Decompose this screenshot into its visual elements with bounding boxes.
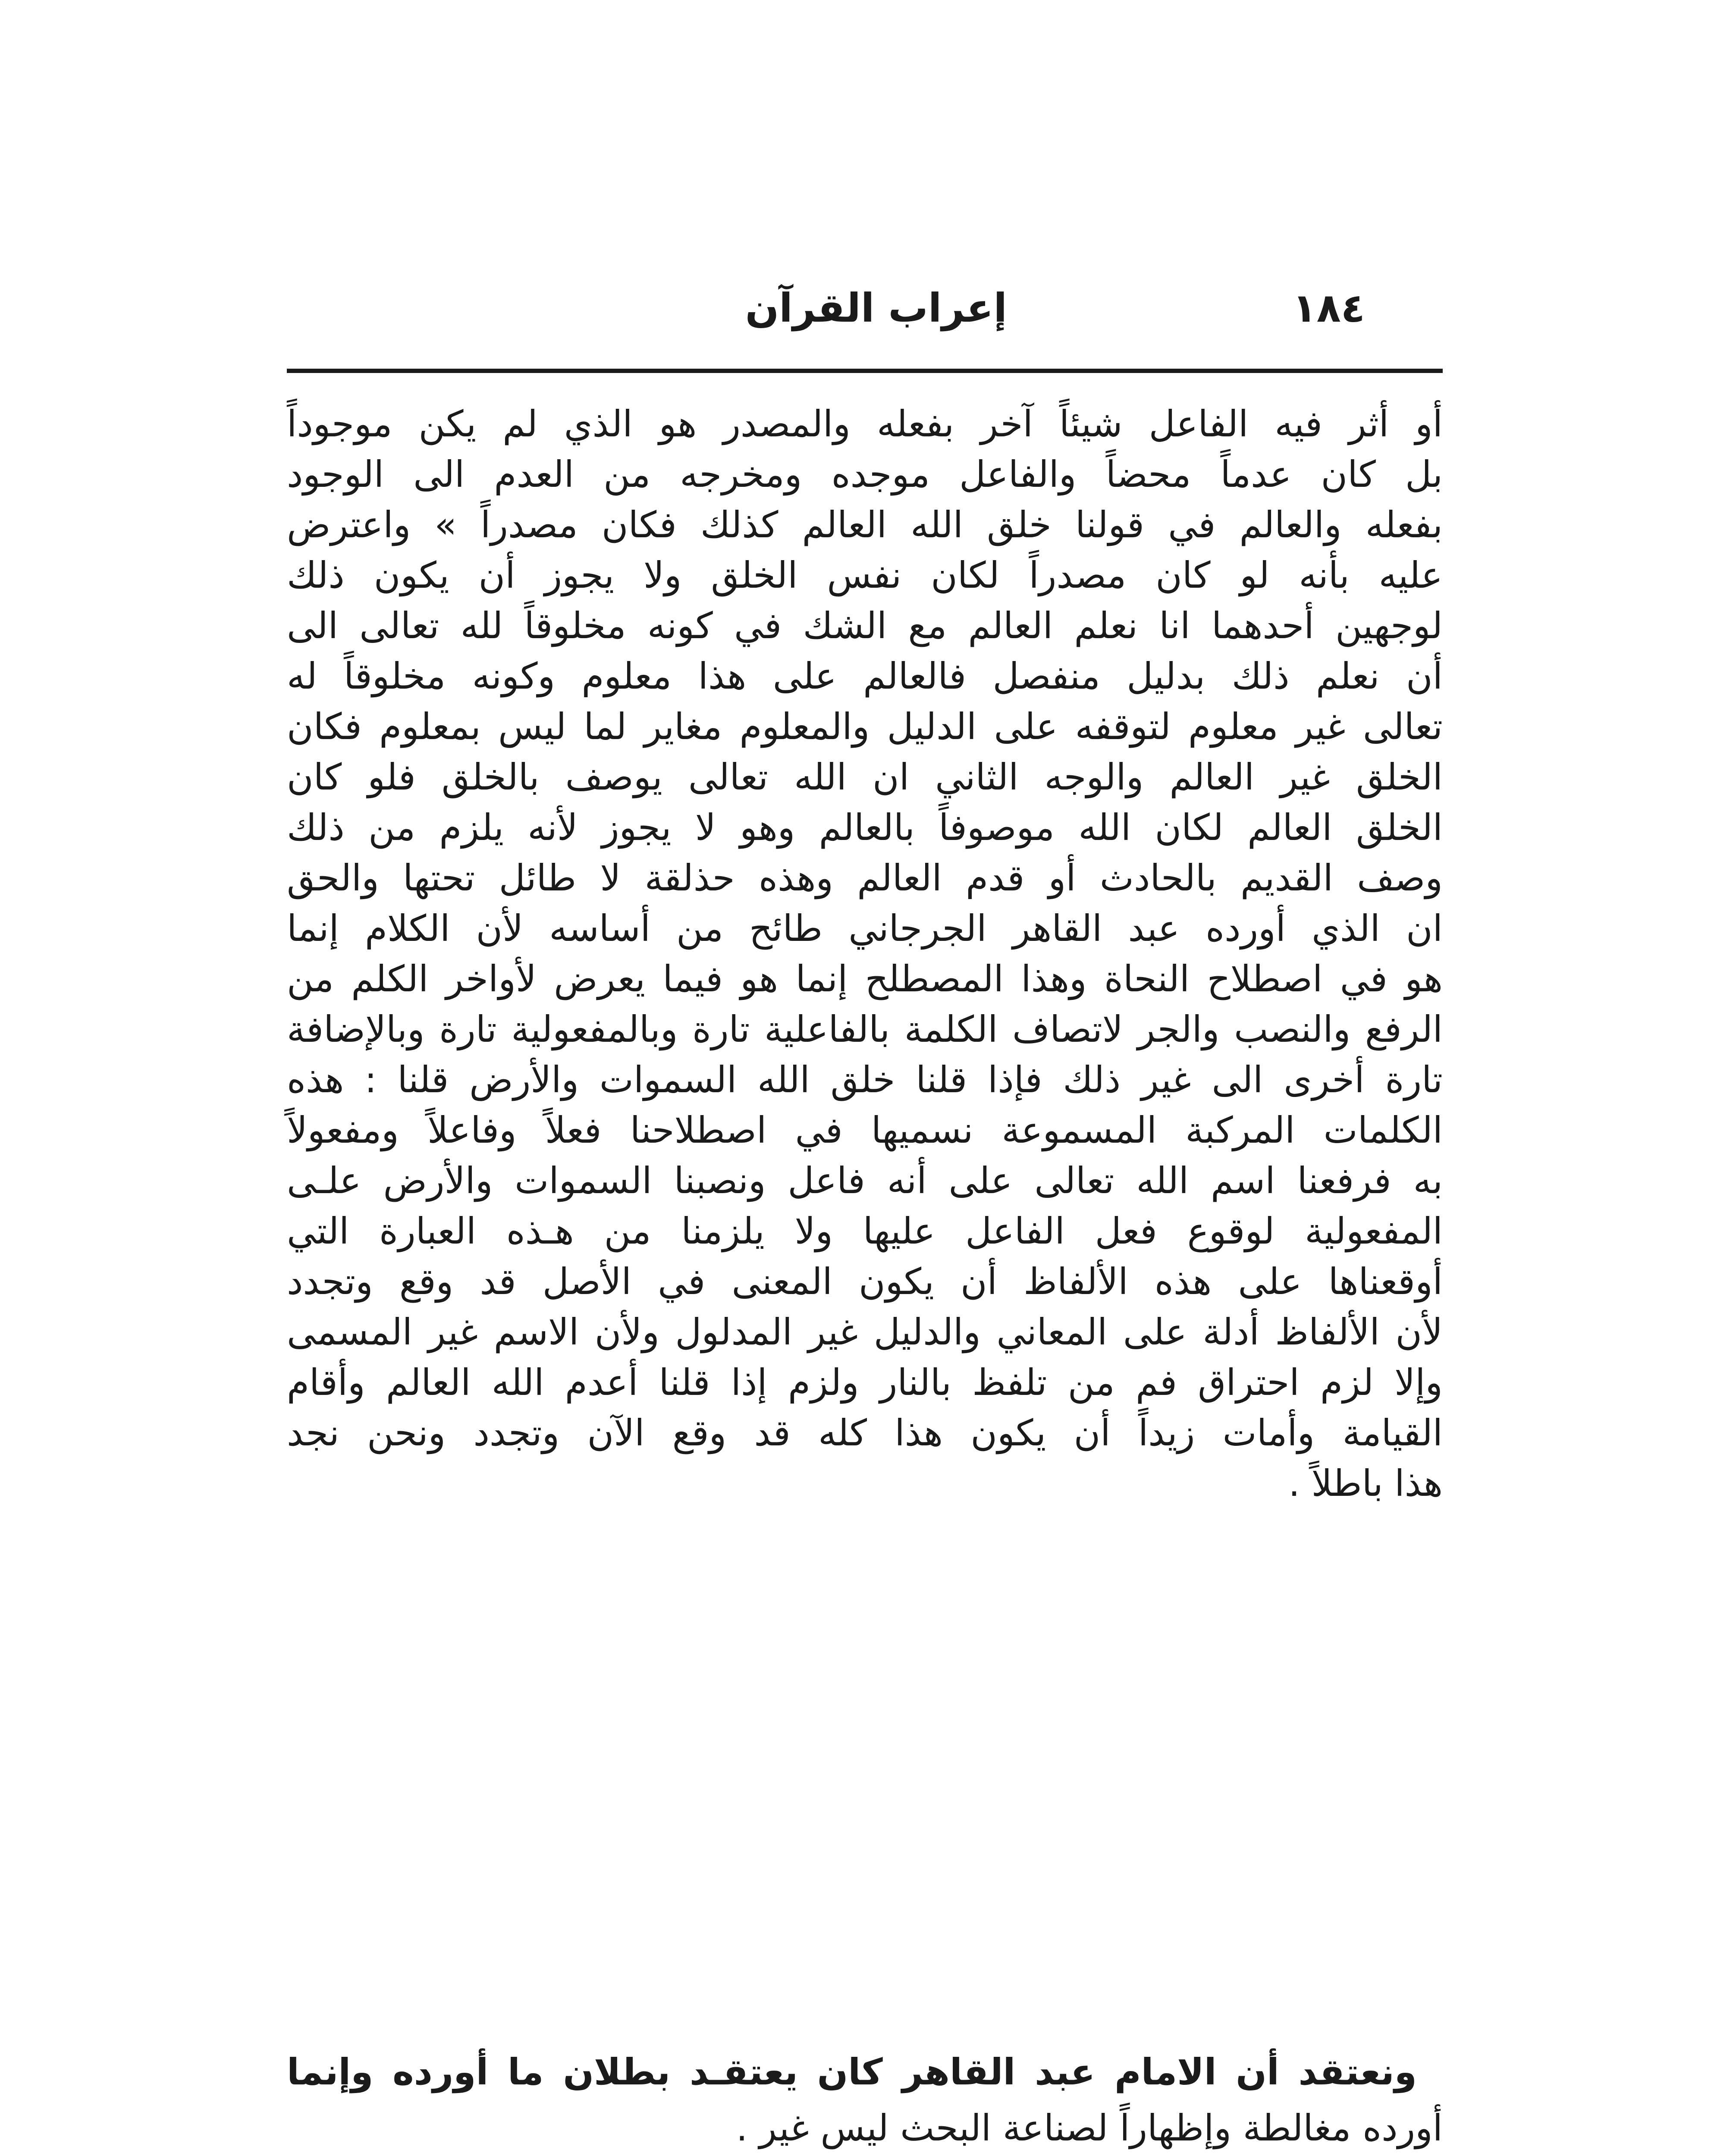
body-line: وصف القديم بالحادث أو قدم العالم وهذه حذلقة لا طائل تحتها والحق <box>287 857 1443 899</box>
book-title: إعراب القرآن <box>745 285 1007 331</box>
closing-line: ونعتقد أن الامام عبد القاهر كان يعتقـد بطلان ما أورده وإنما <box>287 2051 1417 2093</box>
body-line: هذا باطلاً . <box>1288 1462 1443 1504</box>
body-line: تعالى غير معلوم لتوقفه على الدليل والمعلوم مغاير لما ليس بمعلوم فكان <box>287 705 1443 748</box>
closing-paragraph <box>287 2044 1443 2156</box>
body-line: أو أثر فيه الفاعل شيئاً آخر بفعله والمصدر هو الذي لم يكن موجوداً <box>287 403 1443 445</box>
body-line: الخلق غير العالم والوجه الثاني ان الله تعالى يوصف بالخلق فلو كان <box>287 756 1443 798</box>
body-line: عليه بأنه لو كان مصدراً لكان نفس الخلق ولا يجوز أن يكون ذلك <box>287 554 1443 596</box>
body-line: القيامة وأمات زيداً أن يكون هذا كله قد وقع الآن وتجدد ونحن نجد <box>287 1412 1443 1454</box>
closing-line: أورده مغالطة وإظهاراً لصناعة البحث ليس غير . <box>736 2107 1443 2149</box>
body-line: لأن الألفاظ أدلة على المعاني والدليل غير المدلول ولأن الاسم غير المسمى <box>287 1311 1443 1353</box>
body-line: ان الذي أورده عبد القاهر الجرجاني طائح من أساسه لأن الكلام إنما <box>287 907 1443 950</box>
body-line: وإلا لزم احتراق فم من تلفظ بالنار ولزم إذا قلنا أعدم الله العالم وأقام <box>287 1361 1443 1404</box>
body-line: بل كان عدماً محضاً والفاعل موجده ومخرجه من العدم الى الوجود <box>287 453 1443 495</box>
page-number: ١٨٤ <box>1292 285 1365 331</box>
body-paragraph <box>287 399 1443 1509</box>
body-line: تارة أخرى الى غير ذلك فإذا قلنا خلق الله السموات والأرض قلنا : هذه <box>287 1059 1443 1101</box>
body-line: الكلمات المركبة المسموعة نسميها في اصطلاحنا فعلاً وفاعلاً ومفعولاً <box>287 1109 1443 1151</box>
body-line: أن نعلم ذلك بدليل منفصل فالعالم على هذا معلوم وكونه مخلوقاً له <box>287 655 1443 697</box>
body-line: بفعله والعالم في قولنا خلق الله العالم كذلك فكان مصدراً » واعترض <box>287 504 1443 546</box>
running-header <box>287 276 1443 341</box>
body-line: به فرفعنا اسم الله تعالى على أنه فاعل ونصبنا السموات والأرض علـى <box>287 1159 1443 1202</box>
header-divider <box>287 369 1443 373</box>
body-line: الخلق العالم لكان الله موصوفاً بالعالم وهو لا يجوز لأنه يلزم من ذلك <box>287 806 1443 849</box>
body-line: أوقعناها على هذه الألفاظ أن يكون المعنى في الأصل قد وقع وتجدد <box>287 1260 1443 1303</box>
body-line: المفعولية لوقوع فعل الفاعل عليها ولا يلزمنا من هـذه العبارة التي <box>287 1210 1443 1252</box>
body-line: لوجهين أحدهما انا نعلم العالم مع الشك في كونه مخلوقاً لله تعالى الى <box>287 605 1443 647</box>
body-line: الرفع والنصب والجر لاتصاف الكلمة بالفاعلية تارة وبالمفعولية تارة وبالإضافة <box>287 1008 1443 1050</box>
body-line: هو في اصطلاح النحاة وهذا المصطلح إنما هو فيما يعرض لأواخر الكلم من <box>287 958 1443 1000</box>
